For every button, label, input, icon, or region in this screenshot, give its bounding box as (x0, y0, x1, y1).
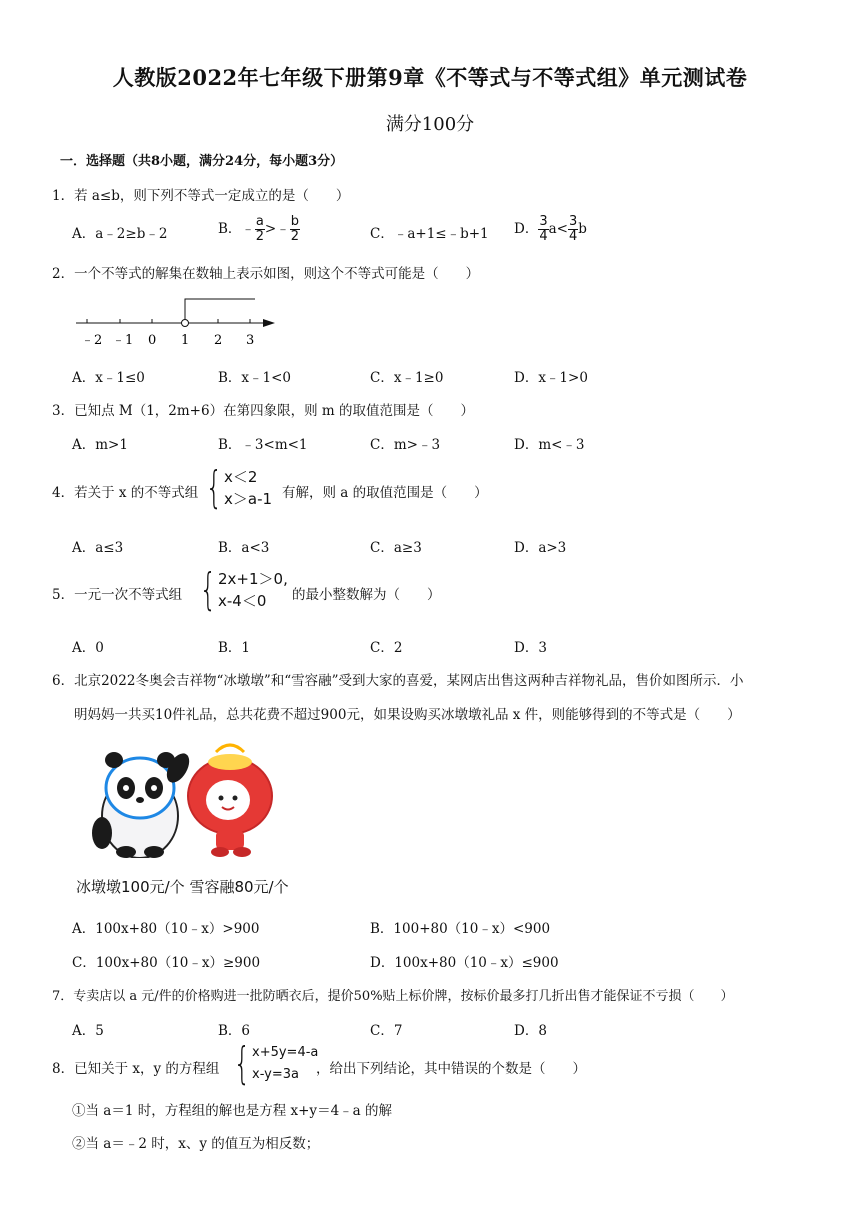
brace-icon: { (233, 1038, 251, 1089)
system-line-1: 2x+1＞0, (218, 570, 288, 588)
page-title: 人教版2022年七年级下册第9章《不等式与不等式组》单元测试卷 (112, 65, 748, 90)
page-subtitle: 满分100分 (385, 114, 475, 135)
question-5-stem-post: 的最小整数解为（ ） (292, 587, 441, 603)
question-4-stem-pre: 4．若关于 x 的不等式组 (52, 485, 199, 501)
question-2-stem: 2．一个不等式的解集在数轴上表示如图，则这个不等式可能是（ ） (52, 266, 480, 282)
q2-option-b: B．x﹣1<0 (218, 370, 292, 386)
q5-option-b: B．1 (218, 640, 251, 656)
q3-option-c: C．m>﹣3 (370, 437, 441, 453)
tick-label: ﹣1 (112, 333, 134, 348)
system-line-2: x-y=3a (252, 1067, 299, 1082)
bing-dwen-dwen-mascot (92, 750, 194, 858)
inequality-system (200, 462, 273, 513)
q6-option-c: C．100x+80（10﹣x）≥900 (72, 955, 261, 971)
inequality-system (194, 564, 288, 615)
number-line-figure (70, 292, 280, 352)
system-line-1: x+5y=4-a (252, 1045, 319, 1060)
question-8-stem-pre: 8．已知关于 x，y 的方程组 (52, 1061, 220, 1077)
q1-option-b: B．﹣ $\frac{a}{2}$ >﹣ $\frac{b}{2}$ (218, 214, 299, 244)
question-7-stem: 7．专卖店以 a 元/件的价格购进一批防晒衣后，提价50%贴上标价牌，按标价最多打几折出售才能保证不亏损（ ） (52, 989, 734, 1004)
section-heading: 一．选择题（共8小题，满分24分，每小题3分） (60, 154, 344, 169)
q5-option-d: D．3 (514, 640, 547, 656)
fraction: $\frac{b}{2}$ (290, 214, 299, 244)
tick-label: ﹣2 (81, 333, 103, 348)
brace-icon: { (199, 564, 217, 615)
solution-set-bracket (185, 299, 255, 319)
system-line-2: x-4＜0 (218, 592, 267, 610)
fraction: $\frac{3}{4}$ (539, 214, 548, 244)
q3-option-b: B．﹣3<m<1 (218, 437, 308, 453)
q5-option-c: C．2 (370, 640, 403, 656)
q7-option-b: B．6 (218, 1023, 251, 1039)
q8-conclusion-1: ①当 a＝1 时，方程组的解也是方程 x+y＝4﹣a 的解 (72, 1103, 392, 1119)
q2-option-c: C．x﹣1≥0 (370, 370, 444, 386)
fraction: $\frac{a}{2}$ (255, 214, 265, 244)
system-line-1: x＜2 (224, 468, 258, 486)
q1-option-d: D． $\frac{3}{4}$ a< $\frac{3}{4}$ b (514, 214, 587, 244)
q7-option-a: A．5 (72, 1023, 104, 1039)
q7-option-d: D．8 (514, 1023, 547, 1039)
shuey-rhon-rhon-mascot (188, 745, 272, 857)
q4-option-d: D．a>3 (514, 540, 567, 556)
q6-option-a: A．100x+80（10﹣x）>900 (72, 921, 260, 937)
tick-label: 2 (214, 333, 223, 348)
q3-option-d: D．m<﹣3 (514, 437, 585, 453)
question-5-stem-pre: 5．一元一次不等式组 (52, 587, 183, 603)
q4-option-a: A．a≤3 (72, 540, 124, 556)
price-caption: 冰墩墩100元/个 雪容融80元/个 (76, 878, 289, 896)
q8-conclusion-2: ②当 a＝﹣2 时，x、y 的值互为相反数； (72, 1136, 320, 1152)
equation-system (228, 1038, 319, 1089)
q6-option-b: B．100+80（10﹣x）<900 (370, 921, 551, 937)
question-8-stem-post: ，给出下列结论，其中错误的个数是（ ） (316, 1061, 586, 1077)
tick-label: 3 (246, 333, 255, 348)
question-6-stem-line-2: 明妈妈一共买10件礼品，总共花费不超过900元，如果设购买冰墩墩礼品 x 件，则能够得到的不等式是（ ） (74, 707, 741, 723)
q2-option-a: A．x﹣1≤0 (72, 370, 145, 386)
tick-label: 1 (181, 333, 190, 348)
q3-option-a: A．m>1 (72, 437, 128, 453)
fraction: $\frac{3}{4}$ (568, 214, 578, 244)
q4-option-b: B．a<3 (218, 540, 270, 556)
brace-icon: { (205, 462, 223, 513)
number-line-ticks (87, 319, 250, 323)
open-circle-endpoint (182, 320, 189, 327)
system-line-2: x＞a-1 (224, 490, 273, 508)
tick-label: 0 (148, 333, 157, 348)
question-1-stem: 1．若 a≤b，则下列不等式一定成立的是（ ） (52, 188, 350, 204)
number-line-arrow (263, 319, 275, 327)
question-6-stem-line-1: 6．北京2022冬奥会吉祥物“冰墩墩”和“雪容融”受到大家的喜爱，某网店出售这两种吉祥物礼品，售价如图所示．小 (52, 673, 744, 689)
mascots-image (78, 738, 288, 858)
question-4-stem-post: 有解，则 a 的取值范围是（ ） (282, 485, 488, 501)
q2-option-d: D．x﹣1>0 (514, 370, 588, 386)
q1-option-c: C．﹣a+1≤﹣b+1 (370, 226, 489, 242)
q6-option-d: D．100x+80（10﹣x）≤900 (370, 955, 559, 971)
q7-option-c: C．7 (370, 1023, 403, 1039)
q4-option-c: C．a≥3 (370, 540, 422, 556)
question-3-stem: 3．已知点 M（1，2m+6）在第四象限，则 m 的取值范围是（ ） (52, 403, 474, 419)
q1-option-a: A．a﹣2≥b﹣2 (72, 226, 168, 242)
q5-option-a: A．0 (72, 640, 104, 656)
